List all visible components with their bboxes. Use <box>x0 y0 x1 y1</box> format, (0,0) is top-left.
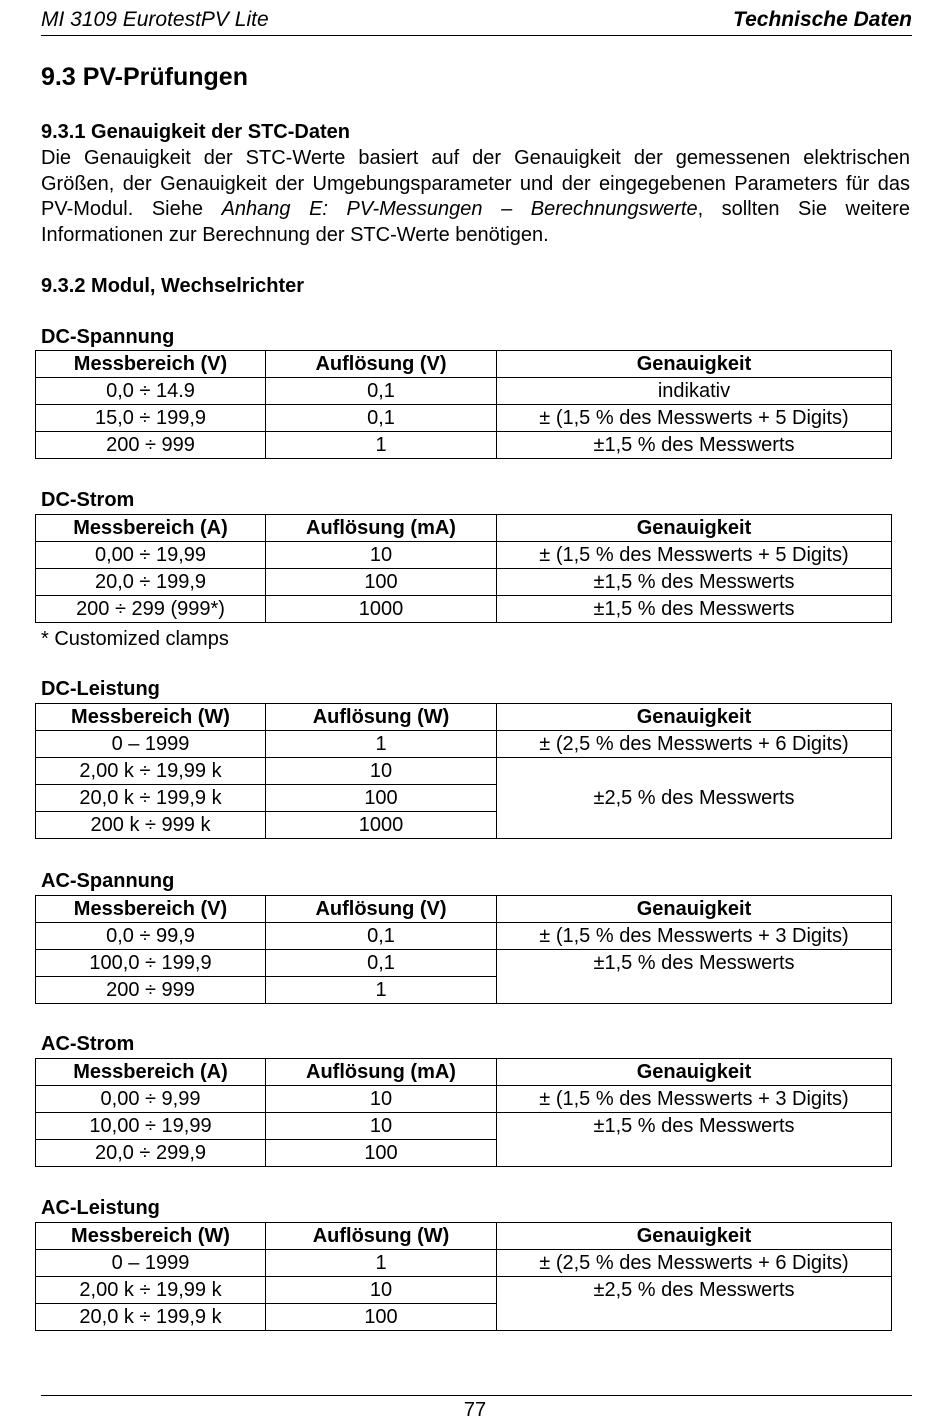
subsection-title-stc: 9.3.1 Genauigkeit der STC-Daten <box>41 121 350 143</box>
table-row <box>36 923 892 950</box>
cell-resolution: 100 <box>266 569 497 596</box>
footer-rule <box>41 1395 912 1396</box>
table-row <box>36 1140 892 1167</box>
cell-resolution: 1 <box>266 977 497 1004</box>
table-ac-current <box>35 1058 892 1167</box>
footnote-clamps: * Customized clamps <box>41 628 229 650</box>
table-row <box>36 1113 892 1140</box>
cell-resolution: 1 <box>266 731 497 758</box>
header-accuracy: Genauigkeit <box>497 704 892 731</box>
cell-resolution: 100 <box>266 1140 497 1167</box>
cell-accuracy <box>497 1304 892 1331</box>
cell-accuracy: ±1,5 % des Messwerts <box>497 432 892 459</box>
cell-range: 100,0 ÷ 199,9 <box>36 950 266 977</box>
cell-accuracy: ±2,5 % des Messwerts <box>497 1277 892 1304</box>
table-label-dc-voltage: DC-Spannung <box>41 326 175 348</box>
cell-range: 0,00 ÷ 9,99 <box>36 1086 266 1113</box>
cell-accuracy: ±1,5 % des Messwerts <box>497 596 892 623</box>
stc-text-b: , sollten Sie weitere Informationen zur Berechnung der STC-Werte benötigen. <box>41 198 911 246</box>
table-label-ac-power: AC-Leistung <box>41 1197 160 1219</box>
table-row <box>36 596 892 623</box>
table-row <box>36 1304 892 1331</box>
header-accuracy: Genauigkeit <box>497 351 892 378</box>
header-resolution: Auflösung (V) <box>266 351 497 378</box>
cell-range: 200 ÷ 999 <box>36 977 266 1004</box>
header-resolution: Auflösung (mA) <box>266 1059 497 1086</box>
page-number: 77 <box>463 1399 487 1421</box>
cell-accuracy: ± (1,5 % des Messwerts + 5 Digits) <box>497 542 892 569</box>
header-rule <box>41 35 912 36</box>
header-doc-title: MI 3109 EurotestPV Lite <box>41 8 269 31</box>
cell-range: 200 ÷ 999 <box>36 432 266 459</box>
table-row <box>36 1086 892 1113</box>
table-header-row <box>36 1059 892 1086</box>
table-ac-voltage <box>35 895 892 1004</box>
cell-range: 20,0 ÷ 199,9 <box>36 569 266 596</box>
cell-resolution: 1000 <box>266 596 497 623</box>
table-dc-power <box>35 703 892 839</box>
cell-accuracy <box>497 1140 892 1167</box>
cell-accuracy: ±1,5 % des Messwerts <box>497 569 892 596</box>
table-row <box>36 569 892 596</box>
cell-range: 200 k ÷ 999 k <box>36 812 266 839</box>
header-range: Messbereich (V) <box>36 351 266 378</box>
table-row <box>36 378 892 405</box>
table-label-ac-voltage: AC-Spannung <box>41 870 175 892</box>
cell-resolution: 100 <box>266 1304 497 1331</box>
cell-range: 0,00 ÷ 19,99 <box>36 542 266 569</box>
cell-range: 2,00 k ÷ 19,99 k <box>36 1277 266 1304</box>
cell-resolution: 0,1 <box>266 405 497 432</box>
cell-resolution: 10 <box>266 1113 497 1140</box>
header-accuracy: Genauigkeit <box>497 1223 892 1250</box>
header-range: Messbereich (A) <box>36 1059 266 1086</box>
table-header-row <box>36 1223 892 1250</box>
table-label-ac-current: AC-Strom <box>41 1033 135 1055</box>
cell-resolution: 10 <box>266 1086 497 1113</box>
header-resolution: Auflösung (W) <box>266 1223 497 1250</box>
cell-resolution: 10 <box>266 1277 497 1304</box>
stc-text-a: Die Genauigkeit der STC-Werte basiert auf der Genauigkeit der gemessenen elektrischen Größen, der Genauigkeit der Umgebungsparameter und der eingegebenen Parameters für das PV-Modul. Siehe <box>41 147 910 220</box>
cell-accuracy: ± (1,5 % des Messwerts + 3 Digits) <box>497 923 892 950</box>
table-ac-power <box>35 1222 892 1331</box>
table-row <box>36 1277 892 1304</box>
cell-resolution: 0,1 <box>266 923 497 950</box>
cell-accuracy: ±1,5 % des Messwerts <box>497 950 892 977</box>
cell-range: 0 – 1999 <box>36 1250 266 1277</box>
table-header-row <box>36 896 892 923</box>
cell-range: 20,0 ÷ 299,9 <box>36 1140 266 1167</box>
cell-resolution: 1000 <box>266 812 497 839</box>
cell-resolution: 10 <box>266 758 497 785</box>
cell-accuracy: ± (2,5 % des Messwerts + 6 Digits) <box>497 731 892 758</box>
cell-range: 0 – 1999 <box>36 731 266 758</box>
table-label-dc-power: DC-Leistung <box>41 678 160 700</box>
cell-accuracy: indikativ <box>497 378 892 405</box>
table-header-row <box>36 351 892 378</box>
header-accuracy: Genauigkeit <box>497 1059 892 1086</box>
cell-resolution: 1 <box>266 432 497 459</box>
header-resolution: Auflösung (mA) <box>266 515 497 542</box>
table-row <box>36 950 892 977</box>
header-accuracy: Genauigkeit <box>497 515 892 542</box>
cell-range: 20,0 k ÷ 199,9 k <box>36 1304 266 1331</box>
table-label-dc-current: DC-Strom <box>41 489 135 511</box>
cell-range: 0,0 ÷ 14.9 <box>36 378 266 405</box>
table-dc-voltage <box>35 350 892 459</box>
header-range: Messbereich (V) <box>36 896 266 923</box>
table-row <box>36 542 892 569</box>
header-range: Messbereich (A) <box>36 515 266 542</box>
cell-resolution: 0,1 <box>266 378 497 405</box>
header-resolution: Auflösung (V) <box>266 896 497 923</box>
cell-accuracy: ± (1,5 % des Messwerts + 5 Digits) <box>497 405 892 432</box>
cell-accuracy <box>497 977 892 1004</box>
appendix-reference: Anhang E: PV-Messungen – Berechnungswerte <box>221 198 698 220</box>
cell-range: 0,0 ÷ 99,9 <box>36 923 266 950</box>
cell-accuracy-merged: ±2,5 % des Messwerts <box>497 758 892 839</box>
table-row <box>36 432 892 459</box>
cell-range: 2,00 k ÷ 19,99 k <box>36 758 266 785</box>
cell-resolution: 1 <box>266 1250 497 1277</box>
table-row <box>36 758 892 785</box>
table-dc-current <box>35 514 892 623</box>
cell-resolution: 0,1 <box>266 950 497 977</box>
cell-accuracy: ± (2,5 % des Messwerts + 6 Digits) <box>497 1250 892 1277</box>
table-row <box>36 1250 892 1277</box>
cell-resolution: 10 <box>266 542 497 569</box>
header-chapter-title: Technische Daten <box>733 8 912 31</box>
table-header-row <box>36 704 892 731</box>
table-row <box>36 731 892 758</box>
table-row <box>36 977 892 1004</box>
cell-range: 200 ÷ 299 (999*) <box>36 596 266 623</box>
section-title: 9.3 PV-Prüfungen <box>41 63 248 91</box>
cell-accuracy: ± (1,5 % des Messwerts + 3 Digits) <box>497 1086 892 1113</box>
stc-paragraph <box>41 146 910 248</box>
header-range: Messbereich (W) <box>36 1223 266 1250</box>
cell-range: 10,00 ÷ 19,99 <box>36 1113 266 1140</box>
table-header-row <box>36 515 892 542</box>
cell-accuracy: ±1,5 % des Messwerts <box>497 1113 892 1140</box>
table-row <box>36 405 892 432</box>
cell-range: 20,0 k ÷ 199,9 k <box>36 785 266 812</box>
subsection-title-module: 9.3.2 Modul, Wechselrichter <box>41 275 305 297</box>
cell-range: 15,0 ÷ 199,9 <box>36 405 266 432</box>
cell-resolution: 100 <box>266 785 497 812</box>
header-resolution: Auflösung (W) <box>266 704 497 731</box>
header-range: Messbereich (W) <box>36 704 266 731</box>
header-accuracy: Genauigkeit <box>497 896 892 923</box>
